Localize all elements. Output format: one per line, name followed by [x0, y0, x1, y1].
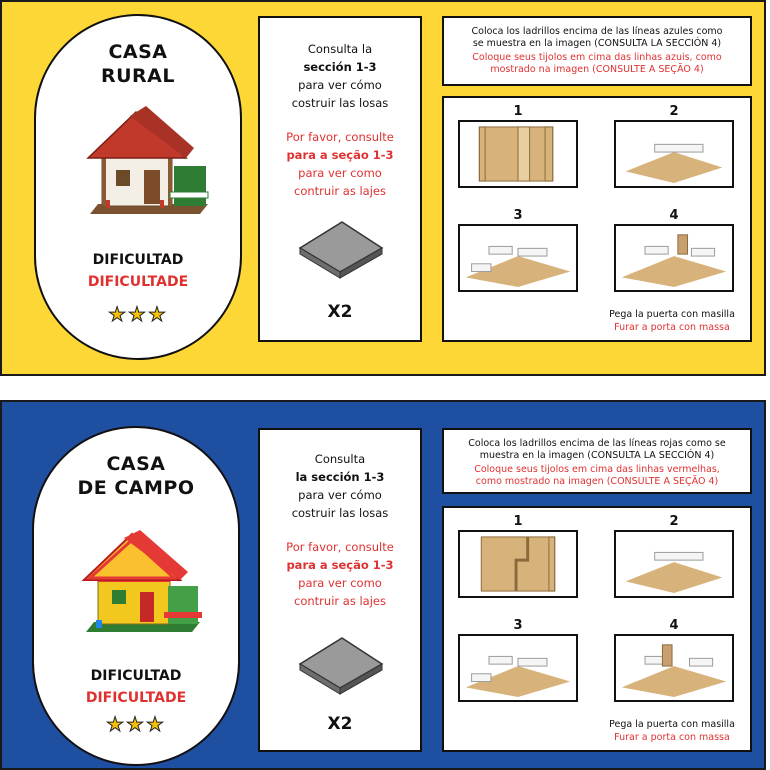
- step-diagram: [614, 224, 734, 292]
- door-note-pt: Furar a porta con massa: [614, 732, 730, 743]
- brick-instructions: [442, 16, 752, 86]
- door-note: [594, 718, 750, 744]
- consult-pt-line2: para a seção 1-3: [286, 558, 394, 572]
- wall-layout-diagram: [460, 226, 576, 290]
- consult-text-es: [264, 450, 416, 522]
- consult-pt-line3: para ver como: [298, 576, 382, 590]
- difficulty-label-es: DIFICULTAD: [90, 668, 182, 684]
- consult-pt-line4: contruir as lajes: [294, 184, 386, 198]
- consult-pt-line1: Por favor, consulte: [286, 130, 394, 144]
- consult-text-pt: [264, 128, 416, 200]
- step-4: [614, 618, 734, 702]
- step-diagram: [614, 120, 734, 188]
- door-placement-diagram: [616, 226, 732, 290]
- step-number: 4: [669, 208, 679, 223]
- steps-grid: [442, 506, 752, 752]
- quantity-label: X2: [327, 714, 353, 734]
- model-title: [36, 40, 240, 88]
- model-title-line1: CASA: [108, 41, 168, 63]
- floor-plan-diagram: [460, 122, 576, 186]
- consult-text-es: [264, 40, 416, 112]
- step-1: [458, 104, 578, 188]
- first-bricks-diagram: [616, 122, 732, 186]
- wall-layout-diagram: [460, 636, 576, 700]
- step-diagram: [458, 634, 578, 702]
- consult-es-line2: la sección 1-3: [295, 470, 385, 484]
- consult-pt-line3: para ver como: [298, 166, 382, 180]
- door-note-es: Pega la puerta con masilla: [609, 309, 735, 320]
- instr-es-line2: se muestra en la imagen (CONSULTA LA SECCIÓN 4): [472, 38, 722, 49]
- instr-pt-line1: Coloque seus tijolos em cima das linhas azuis, como: [472, 52, 722, 63]
- step-diagram: [458, 224, 578, 292]
- difficulty-label-pt: DIFICULTADE: [85, 690, 187, 706]
- consult-es-line4: costruir las losas: [291, 96, 389, 110]
- floor-plan-diagram: [460, 532, 576, 596]
- consult-pt-line4: contruir as lajes: [294, 594, 386, 608]
- instruction-card-casa-de-campo: [0, 400, 766, 770]
- step-diagram: [614, 530, 734, 598]
- consult-es-line3: para ver cómo: [298, 488, 382, 502]
- rural-house-illustration: [70, 96, 210, 216]
- step-diagram: [458, 120, 578, 188]
- step-3: [458, 208, 578, 292]
- difficulty-stars: ★★★: [106, 712, 166, 736]
- step-diagram: [458, 530, 578, 598]
- consult-es-line2: sección 1-3: [303, 60, 377, 74]
- step-number: 2: [669, 514, 679, 529]
- instruction-card-casa-rural: [0, 0, 766, 376]
- instr-pt-line2: como mostrado na imagen (CONSULTE A SEÇÃO 4): [475, 476, 719, 487]
- step-3: [458, 618, 578, 702]
- consult-pt-line1: Por favor, consulte: [286, 540, 394, 554]
- step-number: 1: [513, 514, 523, 529]
- consult-es-line1: Consulta la: [307, 42, 373, 56]
- door-note-es: Pega la puerta con masilla: [609, 719, 735, 730]
- difficulty-label-pt: DIFICULTADE: [87, 274, 189, 290]
- step-number: 2: [669, 104, 679, 119]
- consult-es-line4: costruir las losas: [291, 506, 389, 520]
- slab-reference-box: [258, 16, 422, 342]
- first-bricks-diagram: [616, 532, 732, 596]
- instr-es-line1: Coloca los ladrillos encima de las líneas azules como: [471, 26, 723, 37]
- model-title-line1: CASA: [106, 453, 166, 475]
- steps-grid: [442, 96, 752, 342]
- consult-pt-line2: para a seção 1-3: [286, 148, 394, 162]
- instr-es-line1: Coloca los ladrillos encima de las líneas rojas como se: [468, 438, 726, 449]
- slab-tile-illustration: [294, 630, 388, 696]
- consult-es-line1: Consulta: [314, 452, 366, 466]
- door-placement-diagram: [616, 636, 732, 700]
- step-4: [614, 208, 734, 292]
- step-number: 1: [513, 104, 523, 119]
- step-number: 3: [513, 618, 523, 633]
- step-2: [614, 514, 734, 598]
- model-title: [34, 452, 238, 500]
- step-number: 3: [513, 208, 523, 223]
- quantity-label: X2: [327, 302, 353, 322]
- instr-pt-line1: Coloque seus tijolos em cima das linhas vermelhas,: [474, 464, 720, 475]
- step-2: [614, 104, 734, 188]
- door-note: [594, 308, 750, 334]
- country-house-illustration: [68, 520, 208, 640]
- step-number: 4: [669, 618, 679, 633]
- instr-pt-line2: mostrado na imagen (CONSULTE A SEÇÃO 4): [490, 64, 704, 75]
- step-diagram: [614, 634, 734, 702]
- slab-reference-box: [258, 428, 422, 752]
- instr-es-line2: muestra en la imagen (CONSULTA LA SECCIÓN 4): [479, 450, 715, 461]
- model-badge: [32, 426, 240, 766]
- consult-text-pt: [264, 538, 416, 610]
- brick-instructions: [442, 428, 752, 494]
- difficulty-stars: ★★★: [108, 302, 168, 326]
- slab-tile-illustration: [294, 214, 388, 280]
- difficulty-label-es: DIFICULTAD: [92, 252, 184, 268]
- model-badge: [34, 14, 242, 360]
- step-1: [458, 514, 578, 598]
- door-note-pt: Furar a porta con massa: [614, 322, 730, 333]
- model-title-line2: RURAL: [100, 65, 175, 87]
- consult-es-line3: para ver cómo: [298, 78, 382, 92]
- model-title-line2: DE CAMPO: [77, 477, 195, 499]
